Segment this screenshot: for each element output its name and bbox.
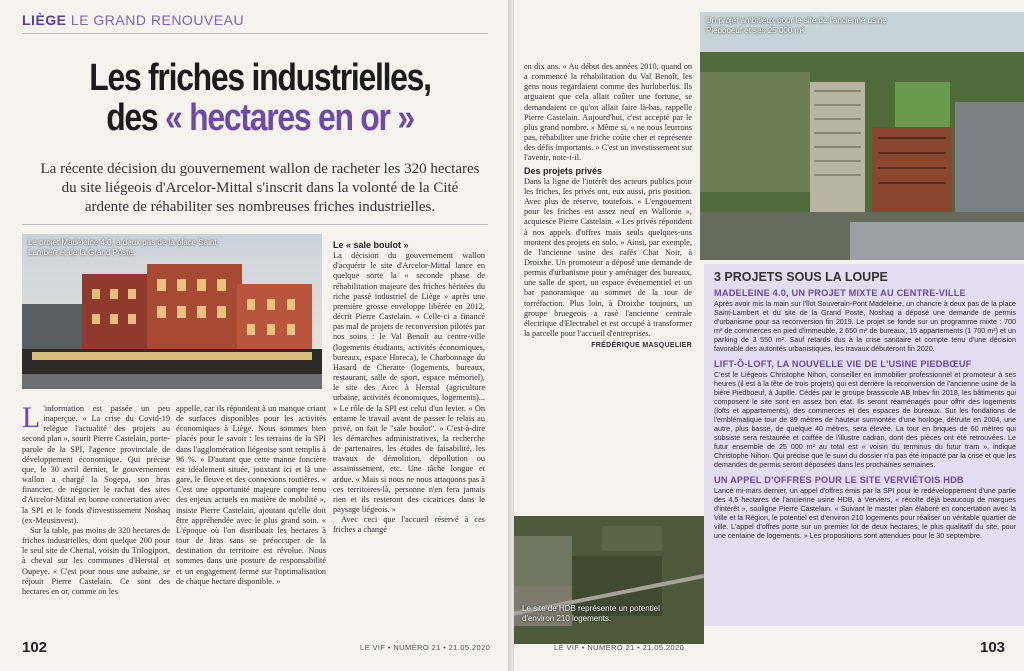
hdb-caption: Le site de HDB représente un potentiel d'environ 210 logements.: [522, 604, 660, 623]
subheading-projets-prives: Des projets privés: [524, 165, 603, 176]
madeleine-caption: Le projet Madeleine 4.0, à deux pas de la place Saint-Lambert et de la Grand Poste.: [28, 238, 220, 257]
box-item-1-title: MADELEINE 4.0, UN PROJET MIXTE AU CENTRE-VILLE: [714, 288, 966, 298]
right-column-1: [524, 62, 692, 454]
headline-highlight: « hectares en or »: [165, 97, 414, 139]
section-rubric: [22, 12, 244, 28]
drop-cap: L: [22, 404, 41, 434]
box-item-2-title: LIFT-Ô-LOFT, LA NOUVELLE VIE DE L'USINE PIEDBŒUF: [714, 359, 972, 370]
left-column-1: [22, 404, 170, 636]
box-body: [714, 288, 1016, 547]
box-item-3-title: UN APPEL D'OFFRES POUR LE SITE VERVIÉTOIS HDB: [714, 475, 964, 486]
page-number-left: 102: [22, 639, 48, 656]
rcol1-paragraph-1: en dix ans. « Au début des années 2010, quand on a commencé la réhabilitation du Val Benoît, les gens nous regardaient comme des hurluberlus. Ils arguaient que cela allait coûter une fortune, se demandaient ce qu'on allait faire là-bas, rappelle Pierre Castelain. Aujourd'hui, c'est accepté par le plus grand nombre. » Même si, « ne nous leurrons pas, réhabiliter une friche coûte cher et représente des défis importants. » C'est un investissement sur l'avenir, note-t-il.: [524, 62, 692, 163]
headline-line-1: Les friches industrielles,: [89, 57, 431, 99]
lede-rule: [22, 224, 488, 225]
col1-paragraph-2: Sur la table, pas moins de 320 hectares de friches industrielles, dont quelque 200 pour le seul site de Chertal, voisin du Trilogiport, à cheval sur les communes d'Herstal et Oupeye. « C'est pour nous une aubaine, se réjouit Pierre Castelain. Ce sont des hectares en or, comme on les: [22, 525, 170, 596]
col1-paragraph-1: 'information est passée un peu inaperçue. « La crise du Covid-19 relègue l'actualité des projets au second plan », sourit Pierre Castelain, porte-parole de la SPI, l'agence provinciale de développement économique. Qui précise que, le 30 avril dernier, le gouvernement wallon a chargé la Sogepa, son bras financier, de négocier le rachat des sites d'Arcelor-Mittal en bonne concertation avec la SPI et le fonds d'investissement Noshaq (ex-Meusinvest).: [22, 404, 170, 525]
box-item-2-text: C'est le Liégeois Christophe Nihon, conseiller en immobilier professionnel et promoteur à ses heures (il est à la tête de trois projets) qui est derrière la reconversion de l'ancienne usine de la bière Piedboeuf, à Jupille. Cédés par le groupe brassicole AB Inbev fin 2018, les bâtiments qui composent le site sont en assez bon état. Ils seront réaménagés pour offrir des logements (lofts et appartements), des commerces et des espaces de bureaux. Sur les fondations de l'emblématique tour de 89 mètres de hauteur surmontée d'une horloge, détruite en 2004, une autre, plus basse, de quelque 40 mètres, sera élevée. La tour en briques de 60 mètres qui subsiste sera restaurée et coiffée de l'illustre cadran, dont des pièces ont été retrouvées. Le futur ensemble de 25 000 m² au total est « voisin du terminus du futur tram », indique Christophe Nihon. Qui précise que le suivi du dossier n'a pas été impacté par la crise et que les demandes de permis seront déposées dans les prochaines semaines.: [714, 371, 1016, 469]
header-rule: [22, 33, 488, 34]
rubric-city: LIÈGE: [22, 12, 67, 28]
right-page: [514, 0, 1024, 671]
page-number-right: 103: [980, 639, 1006, 656]
left-page: [0, 0, 510, 671]
author-signature: FRÉDÉRIQUE MASQUELIER: [591, 342, 692, 350]
left-column-3: [333, 238, 485, 636]
headline-part-a: des: [106, 97, 166, 139]
footer-left: LE VIF • NUMÉRO 21 • 21.05.2020: [360, 643, 491, 652]
col3-paragraph-1: La décision du gouvernement wallon d'acquérir le site d'Arcelor-Mittal lance en quelque sorte la « seconde phase de réhabilitation majeure des friches héritées du riche passé industriel de Liège » après une première grosse enveloppe libérée en 2012, décrit Pierre Castelain. « Celle-ci a financé pas mal de projets de reconversion pilotés par nos soins : le Val Benoît au centre-ville (logements étudiants, activités économiques, bureaux, espace Horeca), le Charbonnage du Hasard de Cheratte (logements, bureaux, restaurant, salle de sport, espace mémoriel), le site des Acec à Herstal (agriculture urbaine, activités économiques, logements)... » Le rôle de la SPI est celui d'un levier. « On entame le travail avant de passer le relais au privé, on fait le "sale boulot". » C'est-à-dire les démarches administratives, la recherche de partenaires, les études de faisabilité, les travaux de démolition, dépollution ou assainissement, etc. Une tâche longue et ardue. « Mais si nous ne nous attaquons pas à ces territoires-là, personne n'en fera jamais rien et ils resteront des cicatrices dans le paysage liégeois. »: [333, 251, 485, 515]
madeleine-photo: [22, 234, 322, 389]
piedboeuf-caption: Un projet ambitieux pour le site de l'ancienne usine Piedboeuf et ses 25 000 m².: [706, 16, 887, 35]
box-item-3-text: Lancé mi-mars dernier, un appel d'offres émis par la SPI pour le redéveloppement d'une partie des 4,5 hectares de l'ancienne usine HDB, à Verviers, « récolte déjà beaucoup de marques d'intérêt », souligne Pierre Castelain. « Suivant le master plan élaboré en concertation avec la Ville et la Région, le potentiel est d'environ 210 logements pour réaliser un véritable quartier de ville. L'appel d'offres porte sur un premier lot de deux hectares, le plus qualitatif du site, pour une centaine de logements. » Les propositions sont attendues pour le 30 septembre.: [714, 487, 1016, 540]
lede-paragraph: La récente décision du gouvernement wallon de racheter les 320 hectares du site liégeois d'Arcelor-Mittal s'inscrit dans la volonté de la Cité ardente de réhabiliter ses nombreuses friches industrielles.: [40, 161, 480, 215]
footer-right: LE VIF • NUMÉRO 21 • 21.05.2020: [554, 643, 685, 652]
rubric-series: LE GRAND RENOUVEAU: [70, 12, 245, 28]
col2-paragraph: appelle, car ils répondent à un manque criant de surfaces disponibles pour les activités économiques à Liège. Nous sommes bien placés pour le savoir : les terrains de la SPI dans l'agglomération liégeoise sont remplis à 96 %. » D'autant que cette manne foncière est idéalement située, jouxtant ici et là une gare, le fleuve et des connexions routières. « C'est une opportunité majeure compte tenu des enjeux actuels en matière de mobilité », insiste Pierre Castelain, ajoutant qu'elle doit être appréhendée avec le plus grand soin. « L'époque où l'on distribuait les hectares à tour de bras sans se préoccuper de la destination du territoire est révolue. Nous sommes dans une posture de responsabilité et un engagement ferme sur l'optimalisation de chaque hectare disponible. »: [176, 404, 326, 586]
headline-line-2: [75, 98, 445, 138]
box-title: 3 PROJETS SOUS LA LOUPE: [714, 270, 888, 284]
hdb-aerial-photo: [514, 516, 704, 644]
box-item-1-text: Après avoir mis la main sur l'îlot Souverain-Pont Madeleine, un chancre à deux pas de la place Saint-Lambert et du site de la Grand Poste, Noshaq a déposé une demande de permis d'urbanisme pour sa reconversion fin 2019. Le projet se fonde sur un programme mixte : 700 m² de commerces en pied d'immeuble, 2 650 m² de bureaux, 15 appartements (1 700 m²) et un parking de 3 550 m². Sauf retards dus à la crise sanitaire et compte tenu d'une décision favorable des autorités urbanistiques, les travaux débuteront fin 2020.: [714, 300, 1016, 353]
col3-paragraph-2: Avec ceci que l'accueil réservé à ces friches a changé: [333, 515, 485, 535]
sidebar-box: [704, 264, 1024, 626]
piedboeuf-photo: [700, 12, 1024, 260]
headline: [75, 58, 445, 138]
left-column-2: [176, 404, 326, 636]
subheading-sale-boulot: Le « sale boulot »: [333, 240, 409, 250]
rcol1-paragraph-2: Dans la ligne de l'intérêt des acteurs publics pour les friches, les privés ont, eux aussi, pris position. Avec plus de réserve, toutefois. « L'engouement pour les friches est assez neuf en Wallonie », acquiesce Pierre Castelain. « Les privés répondent à nos appels d'offres mais seuls quelques-uns montent des projets en solo. » Ainsi, par exemple, de l'ancienne usine des cafés Chat Noir, à Droixhe. Un promoteur a déposé une demande de permis d'urbanisme pour y aménager des bureaux, une salle de sport, un espace événementiel et un bar panoramique au sommet de la tour de torréfaction. Plus loin, à Droixhe toujours, un groupe bruegeois a rasé l'ancienne centrale électrique d'Electrabel et est occupé à transformer la parcelle pour l'accueil d'entreprises.: [524, 176, 692, 339]
